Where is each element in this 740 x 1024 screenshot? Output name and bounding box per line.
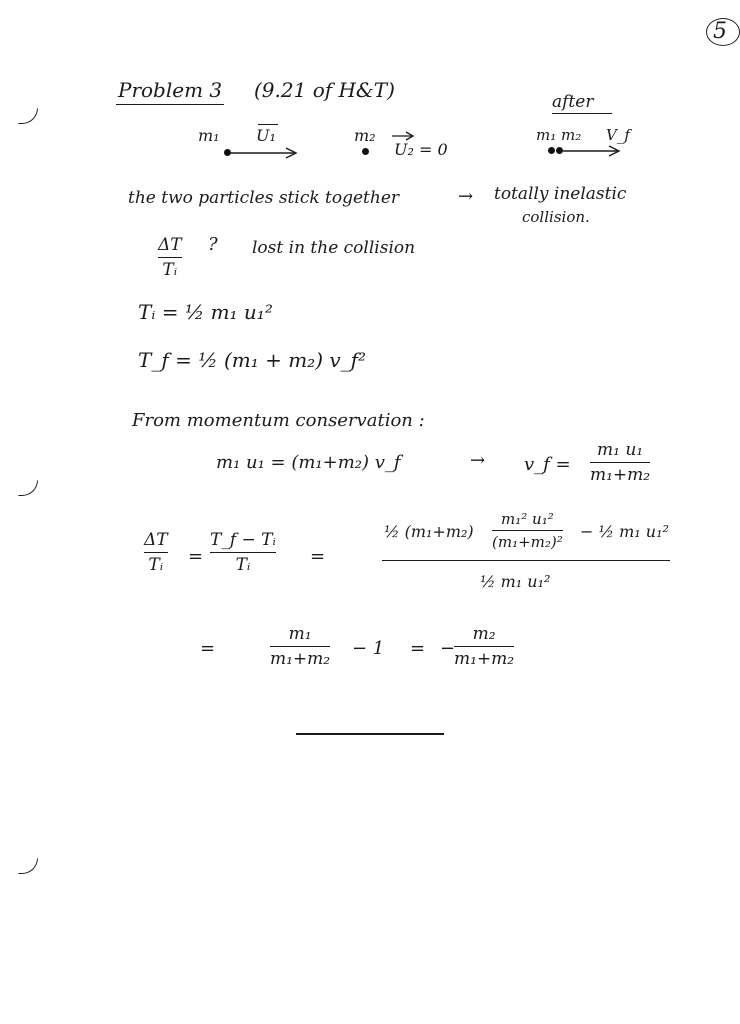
fraction-bar bbox=[270, 646, 330, 647]
Tf-minus-Ti-denominator: Tᵢ bbox=[235, 555, 251, 575]
after-underline bbox=[552, 113, 612, 114]
dT-numerator: ΔT bbox=[158, 235, 182, 255]
u1-arrow bbox=[230, 146, 300, 160]
problem-title: Problem 3 bbox=[118, 78, 223, 102]
mass-m1-label: m₁ bbox=[198, 126, 220, 145]
fraction-bar bbox=[210, 552, 276, 553]
equals-sign-4: = bbox=[410, 638, 426, 659]
dT-over-Ti-fraction bbox=[158, 235, 182, 280]
result-minus: − bbox=[440, 638, 456, 659]
end-separator-line bbox=[296, 733, 444, 735]
momentum-implies-arrow: → bbox=[470, 450, 486, 471]
fraction-bar bbox=[144, 552, 168, 553]
particle-combined-1 bbox=[548, 147, 555, 154]
equals-sign-3: = bbox=[200, 638, 216, 659]
Tf-minus-Ti-numerator: T_f − Tᵢ bbox=[210, 530, 276, 550]
velocity-u1-label: U₁ bbox=[256, 126, 276, 145]
vf-equals: v_f = bbox=[524, 454, 571, 475]
Tf-definition: T_f = ½ (m₁ + m₂) v_f² bbox=[138, 348, 367, 372]
vf-denominator: m₁+m₂ bbox=[590, 465, 651, 485]
vf-numerator: m₁ u₁ bbox=[597, 440, 644, 460]
title-underline bbox=[116, 104, 224, 105]
result-den-2: m₁+m₂ bbox=[454, 649, 515, 669]
u1-vector-bar bbox=[258, 124, 278, 125]
fraction-bar bbox=[454, 646, 514, 647]
big-fraction-numerator bbox=[384, 510, 684, 554]
result-den-1: m₁+m₂ bbox=[270, 649, 331, 669]
minus-one: − 1 bbox=[352, 638, 385, 659]
big-fraction-denominator: ½ m₁ u₁² bbox=[480, 572, 551, 591]
velocity-u2-zero: U₂ = 0 bbox=[394, 140, 448, 159]
Ti-denominator: Tᵢ bbox=[162, 260, 178, 280]
binder-hole-bottom bbox=[18, 858, 38, 874]
equals-sign-2: = bbox=[310, 546, 326, 567]
binder-hole-middle bbox=[18, 480, 38, 496]
result-num-1: m₁ bbox=[288, 624, 312, 644]
inner-numerator: m₁² u₁² bbox=[501, 510, 554, 528]
Ti-definition: Tᵢ = ½ m₁ u₁² bbox=[138, 300, 273, 324]
ratio-Ti: Tᵢ bbox=[148, 555, 164, 575]
particle-m2 bbox=[362, 148, 369, 155]
implies-arrow: → bbox=[458, 186, 474, 207]
result-fraction-2 bbox=[454, 624, 514, 669]
result-num-2: m₂ bbox=[472, 624, 496, 644]
fraction-bar bbox=[590, 462, 650, 463]
minus-half-m1-u1-sq: − ½ m₁ u₁² bbox=[580, 522, 669, 541]
fraction-bar bbox=[158, 257, 182, 258]
final-velocity-label: V_f bbox=[606, 126, 630, 144]
inelastic-text-line2: collision. bbox=[522, 208, 590, 226]
after-label: after bbox=[552, 92, 594, 112]
equals-sign-1: = bbox=[188, 546, 204, 567]
result-fraction-1 bbox=[270, 624, 330, 669]
particle-combined-2 bbox=[556, 147, 563, 154]
big-fraction-bar bbox=[382, 560, 670, 561]
binder-hole-top bbox=[18, 108, 38, 124]
problem-reference: (9.21 of H&T) bbox=[254, 78, 395, 102]
Tf-minus-Ti-fraction bbox=[210, 530, 276, 575]
fraction-bar bbox=[492, 530, 563, 531]
stick-together-text: the two particles stick together bbox=[128, 188, 400, 208]
half-sum-masses: ½ (m₁+m₂) bbox=[384, 522, 474, 541]
combined-mass-label: m₁ m₂ bbox=[536, 126, 582, 144]
lost-in-collision-text: lost in the collision bbox=[252, 238, 416, 258]
ratio-dT: ΔT bbox=[144, 530, 168, 550]
question-mark: ? bbox=[208, 234, 218, 255]
vf-fraction bbox=[590, 440, 650, 485]
momentum-equation: m₁ u₁ = (m₁+m₂) v_f bbox=[216, 452, 401, 473]
momentum-conservation-text: From momentum conservation : bbox=[132, 410, 425, 431]
page-number: 5 bbox=[706, 18, 740, 46]
vf-arrow bbox=[563, 144, 623, 158]
inner-denominator: (m₁+m₂)² bbox=[492, 533, 563, 551]
mass-m2-label: m₂ bbox=[354, 126, 376, 145]
inelastic-text-line1: totally inelastic bbox=[494, 184, 627, 204]
dT-Ti-ratio bbox=[144, 530, 168, 575]
inner-fraction bbox=[492, 510, 563, 551]
